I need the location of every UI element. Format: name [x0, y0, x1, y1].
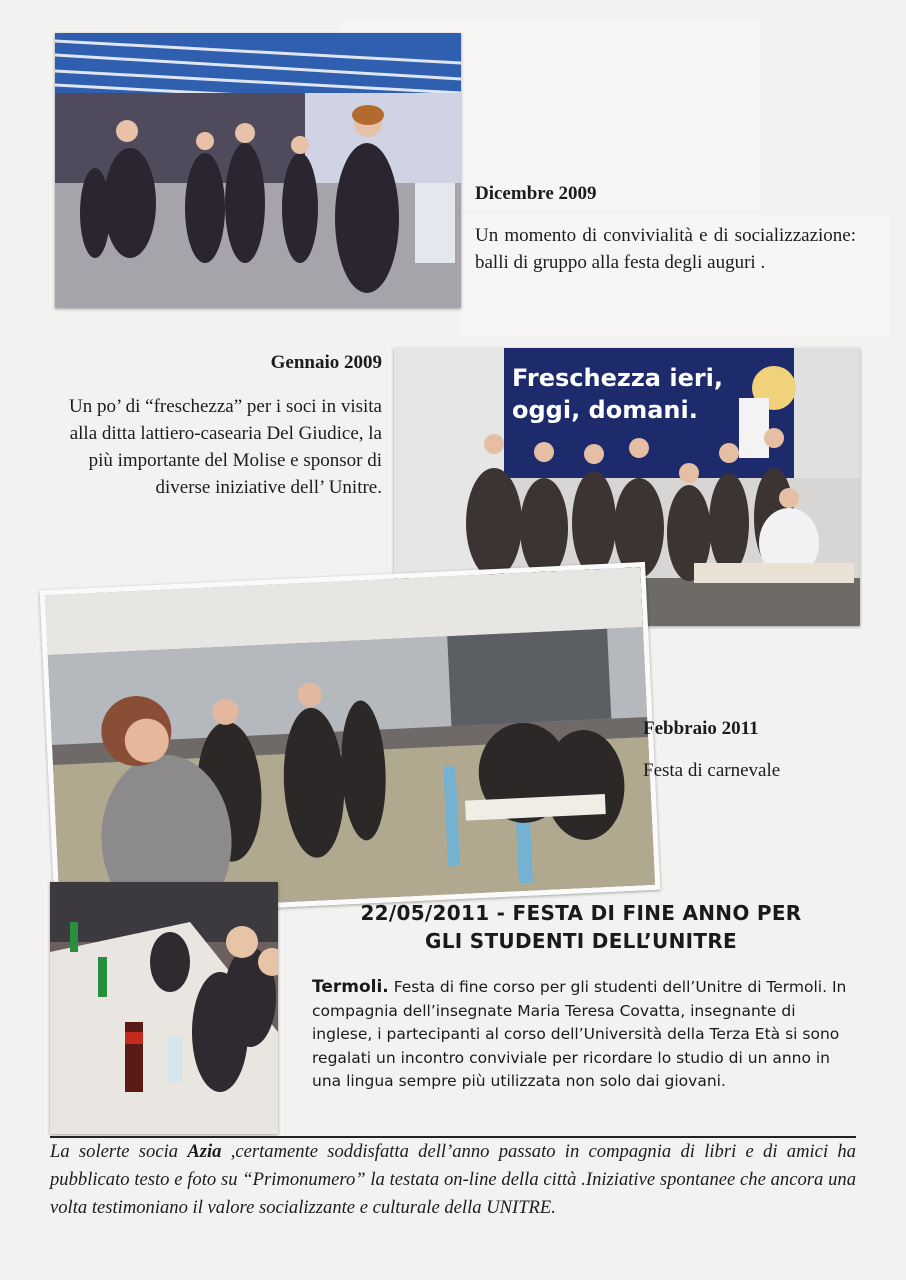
- article-lead: Termoli.: [312, 977, 389, 997]
- banner-line-2: oggi, domani.: [512, 396, 698, 424]
- article-headline: [300, 899, 862, 955]
- dinner-photo: [50, 882, 278, 1134]
- caption-body-febbraio: Festa di carnevale: [643, 760, 781, 781]
- caption-title-febbraio: Febbraio 2011: [643, 718, 759, 739]
- headline-line-2: GLI STUDENTI DELL’UNITRE: [425, 929, 737, 953]
- article-body: [312, 976, 860, 1094]
- dance-photo: [55, 33, 461, 308]
- caption-title-gennaio: Gennaio 2009: [270, 352, 382, 373]
- footer-part-2: ,certamente soddisfatta dell’anno passato in compagnia di libri e di amici ha pubblicato testo e foto su “Primonumero” la testata on-line della città .Iniziative spontanee che ancora una volta testimoniano il valore socializzante e culturale della UNITRE.: [50, 1141, 856, 1218]
- headline-line-1: 22/05/2011 - FESTA DI FINE ANNO PER: [360, 901, 802, 925]
- caption-body-gennaio: Un po’ di “freschezza” per i soci in visita alla ditta lattiero-casearia Del Giudice, la più importante del Molise e sponsor di diverse iniziative dell’ Unitre.: [68, 396, 382, 498]
- footer-note: [50, 1138, 856, 1222]
- footer-name: Azia: [187, 1141, 222, 1162]
- caption-title-dicembre: Dicembre 2009: [475, 183, 597, 204]
- footer-part-1: La solerte socia: [50, 1141, 188, 1162]
- banner-line-1: Freschezza ieri,: [512, 364, 724, 392]
- carnival-photo: [40, 562, 661, 918]
- caption-body-dicembre: Un momento di convivialità e di socializzazione: balli di gruppo alla festa degli auguri .: [475, 225, 856, 273]
- article-text: Festa di fine corso per gli studenti dell’Unitre di Termoli. In compagnia dell’insegnate Maria Teresa Covatta, insegnante di inglese, i partecipanti al corso dell’Università della Terza Età si sono regalati un incontro conviviale per ricordare lo studio di un anno in una lingua sempre più utilizzata non solo dai giovani.: [312, 978, 847, 1091]
